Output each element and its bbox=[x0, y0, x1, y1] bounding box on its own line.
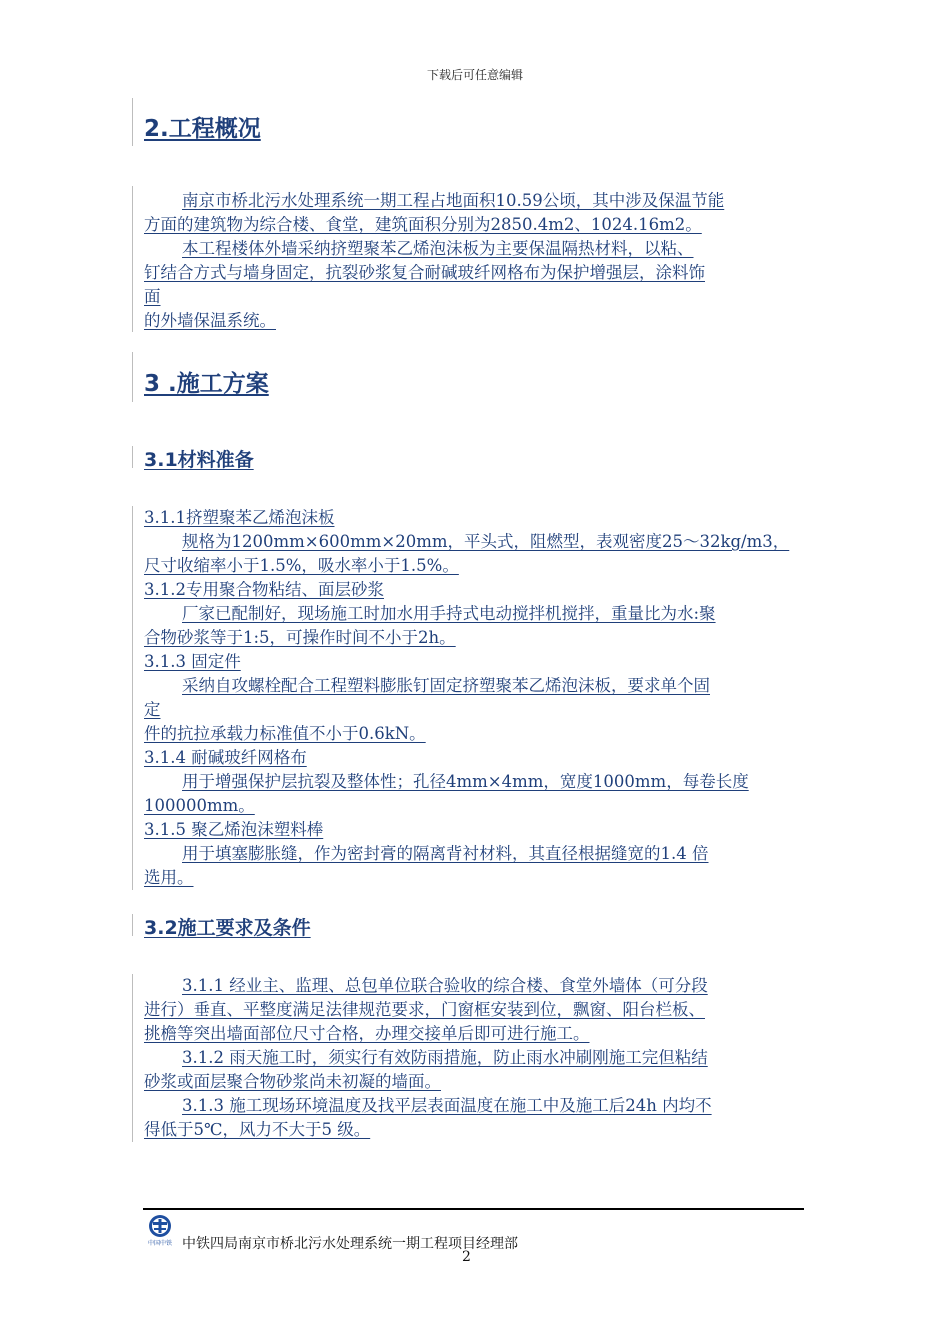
section-3-2-body bbox=[144, 974, 806, 1142]
text-line: 砂浆或面层聚合物砂浆尚未初凝的墙面。 bbox=[144, 1072, 441, 1091]
text-line: 规格为1200mm×600mm×20mm，平头式，阻燃型，表观密度25～32kg/m3， bbox=[182, 532, 790, 551]
subheading-line: 3.1.3 固定件 bbox=[144, 652, 241, 671]
subheading-line: 3.1.4 耐碱玻纤网格布 bbox=[144, 748, 307, 767]
subheading-line: 3.1.1挤塑聚苯乙烯泡沫板 bbox=[144, 508, 335, 527]
text-line: 的外墙保温系统。 bbox=[144, 311, 276, 330]
text-line: 3.1.3 施工现场环境温度及找平层表面温度在施工中及施工后24h 内均不 bbox=[182, 1096, 712, 1115]
text-line: 采纳自攻螺栓配合工程塑料膨胀钉固定挤塑聚苯乙烯泡沫板，要求单个固 bbox=[182, 676, 710, 695]
text-line: 3.1.1 经业主、监理、总包单位联合验收的综合楼、食堂外墙体（可分段 bbox=[182, 976, 708, 995]
revision-bar bbox=[132, 186, 133, 332]
text-line: 合物砂浆等于1:5，可操作时间不小于2h。 bbox=[144, 628, 456, 647]
footer-divider bbox=[143, 1208, 804, 1210]
text-line: 100000mm。 bbox=[144, 796, 255, 815]
text-line: 用于增强保护层抗裂及整体性；孔径4mm×4mm，宽度1000mm，每卷长度 bbox=[182, 772, 749, 791]
text-line: 南京市桥北污水处理系统一期工程占地面积10.59公顷，其中涉及保温节能 bbox=[182, 191, 725, 210]
section-3-heading: 3 .施工方案 bbox=[144, 371, 269, 397]
text-line: 用于填塞膨胀缝，作为密封膏的隔离背衬材料，其直径根据缝宽的1.4 倍 bbox=[182, 844, 709, 863]
subheading-line: 3.1.5 聚乙烯泡沫塑料棒 bbox=[144, 820, 324, 839]
text-line: 挑檐等突出墙面部位尺寸合格，办理交接单后即可进行施工。 bbox=[144, 1024, 590, 1043]
text-line: 尺寸收缩率小于1.5%，吸水率小于1.5%。 bbox=[144, 556, 459, 575]
footer-organization: 中铁四局南京市桥北污水处理系统一期工程项目经理部 bbox=[182, 1236, 518, 1252]
section-3-1-body bbox=[144, 506, 806, 890]
company-logo-icon bbox=[143, 1213, 177, 1247]
text-line: 得低于5℃，风力不大于5 级。 bbox=[144, 1120, 371, 1139]
download-note: 下载后可任意编辑 bbox=[426, 68, 523, 82]
section-2-body bbox=[144, 189, 806, 333]
subheading-line: 3.1.2专用聚合物粘结、面层砂浆 bbox=[144, 580, 384, 599]
svg-text:中国中铁: 中国中铁 bbox=[147, 1240, 173, 1247]
section-2-heading: 2.工程概况 bbox=[144, 116, 261, 142]
revision-bar bbox=[132, 974, 133, 1142]
text-line: 进行）垂直、平整度满足法律规范要求，门窗框安装到位，飘窗、阳台栏板、 bbox=[144, 1000, 705, 1019]
text-line: 3.1.2 雨天施工时，须实行有效防雨措施，防止雨水冲刷刚施工完但粘结 bbox=[182, 1048, 708, 1067]
revision-bar bbox=[132, 352, 133, 402]
text-line: 厂家已配制好，现场施工时加水用手持式电动搅拌机搅拌，重量比为水:聚 bbox=[182, 604, 716, 623]
section-3-1-heading: 3.1材料准备 bbox=[144, 449, 254, 471]
text-line: 定 bbox=[144, 700, 161, 719]
text-line: 方面的建筑物为综合楼、食堂，建筑面积分别为2850.4m2、1024.16m2。 bbox=[144, 215, 702, 234]
revision-bar bbox=[132, 506, 133, 890]
section-3-2-heading: 3.2施工要求及条件 bbox=[144, 917, 311, 939]
text-line: 件的抗拉承载力标准值不小于0.6kN。 bbox=[144, 724, 426, 743]
text-line: 面 bbox=[144, 287, 161, 306]
revision-bar bbox=[132, 914, 133, 936]
revision-bar bbox=[132, 98, 133, 146]
page-number: 2 bbox=[462, 1249, 471, 1265]
revision-bar bbox=[132, 446, 133, 468]
text-line: 选用。 bbox=[144, 868, 194, 887]
text-line: 钉结合方式与墙身固定，抗裂砂浆复合耐碱玻纤网格布为保护增强层，涂料饰 bbox=[144, 263, 705, 282]
text-line: 本工程楼体外墙采纳挤塑聚苯乙烯泡沫板为主要保温隔热材料，以粘、 bbox=[182, 239, 694, 258]
